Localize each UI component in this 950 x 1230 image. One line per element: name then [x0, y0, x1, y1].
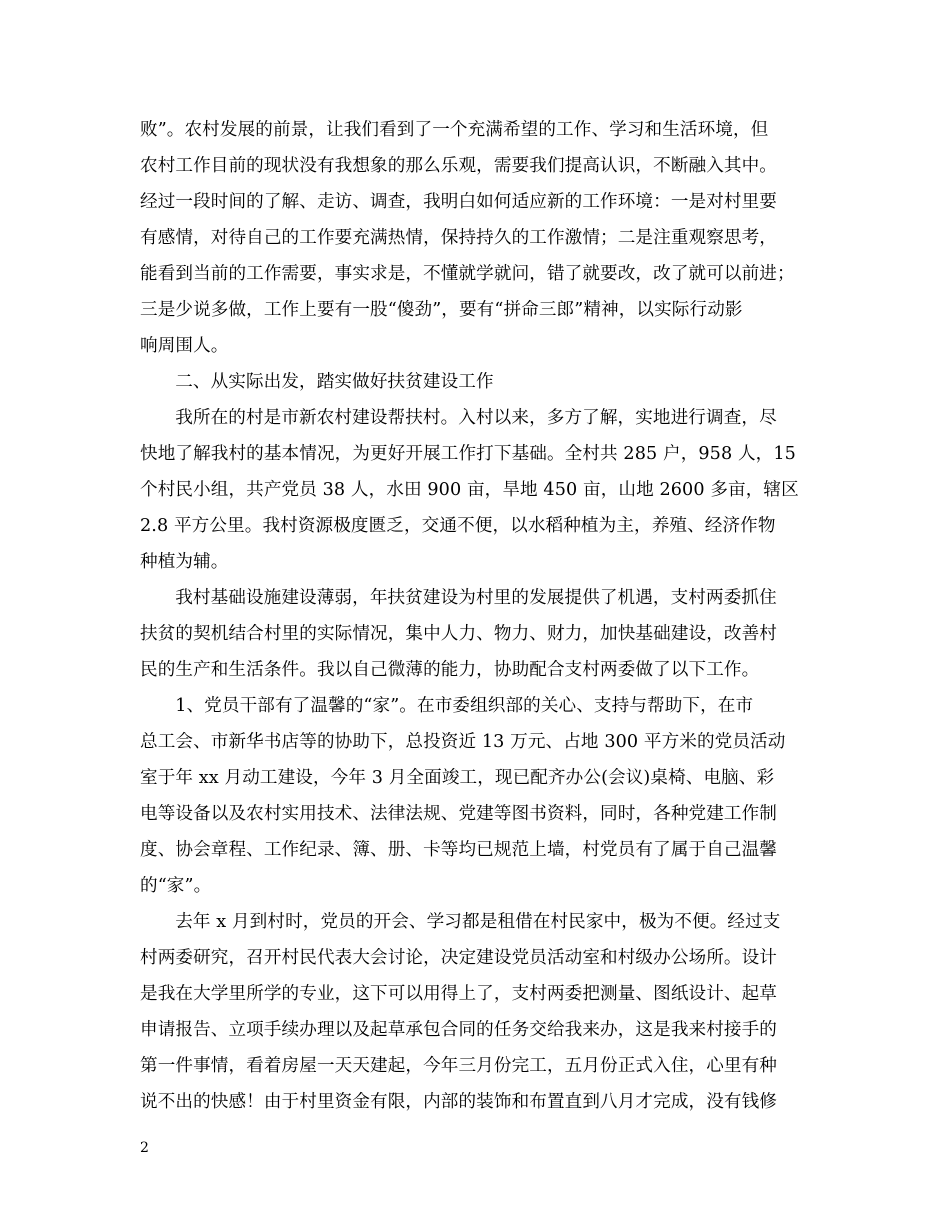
text-line: 能看到当前的工作需要，事实求是，不懂就学就问，错了就要改，改了就可以前进；	[140, 264, 795, 284]
text-line: 总工会、市新华书店等的协助下，总投资近 13 万元、占地 300 平方米的党员活动	[140, 732, 786, 752]
text-line: 三是少说多做，工作上要有一股“傻劲”，要有“拼命三郎”精神，以实际行动影	[140, 300, 743, 320]
body-text	[140, 112, 810, 1120]
text-line: 度、协会章程、工作纪录、簿、册、卡等均已规范上墙，村党员有了属于自己温馨	[140, 840, 777, 860]
text-line: 村两委研究，召开村民代表大会讨论，决定建设党员活动室和村级办公场所。设计	[140, 948, 777, 968]
text-line: 响周围人。	[140, 336, 229, 356]
page-number: 2	[140, 1140, 149, 1156]
text-line: 第一件事情，看着房屋一天天建起，今年三月份完工，五月份正式入住，心里有种	[140, 1056, 777, 1076]
text-line: 是我在大学里所学的专业，这下可以用得上了，支村两委把测量、图纸设计、起草	[140, 984, 777, 1004]
text-line: 种植为辅。	[140, 552, 229, 572]
text-line: 败”。农村发展的前景，让我们看到了一个充满希望的工作、学习和生活环境，但	[140, 120, 769, 140]
text-line: 快地了解我村的基本情况，为更好开展工作打下基础。全村共 285 户，958 人，15	[140, 444, 796, 464]
text-line: 电等设备以及农村实用技术、法律法规、党建等图书资料，同时，各种党建工作制	[140, 804, 777, 824]
text-line: 经过一段时间的了解、走访、调查，我明白如何适应新的工作环境：一是对村里要	[140, 192, 777, 212]
paragraph	[140, 364, 810, 400]
text-line: 个村民小组，共产党员 38 人，水田 900 亩，旱地 450 亩，山地 2600 多亩，辖区	[140, 480, 799, 500]
text-line: 农村工作目前的现状没有我想象的那么乐观，需要我们提高认识，不断融入其中。	[140, 156, 777, 176]
text-line: 室于年 xx 月动工建设，今年 3 月全面竣工，现已配齐办公(会议)桌椅、电脑、彩	[140, 768, 775, 788]
text-line: 扶贫的契机结合村里的实际情况，集中人力、物力、财力，加快基础建设，改善村	[140, 624, 777, 644]
paragraph	[140, 580, 810, 688]
text-line: 说不出的快感！由于村里资金有限，内部的装饰和布置直到八月才完成，没有钱修	[140, 1092, 777, 1112]
text-line: 我村基础设施建设薄弱，年扶贫建设为村里的发展提供了机遇，支村两委抓住	[175, 588, 777, 608]
text-line: 2.8 平方公里。我村资源极度匮乏，交通不便，以水稻种植为主，养殖、经济作物	[140, 516, 776, 536]
paragraph	[140, 112, 810, 364]
paragraph	[140, 904, 810, 1120]
text-line: 去年 x 月到村时，党员的开会、学习都是租借在村民家中，极为不便。经过支	[175, 912, 781, 932]
text-line: 民的生产和生活条件。我以自己微薄的能力，协助配合支村两委做了以下工作。	[140, 660, 760, 680]
paragraph	[140, 688, 810, 904]
text-line: 有感情，对待自己的工作要充满热情，保持持久的工作激情；二是注重观察思考，	[140, 228, 777, 248]
text-line: 的“家”。	[140, 876, 212, 896]
paragraph	[140, 400, 810, 580]
text-line: 1、党员干部有了温馨的“家”。在市委组织部的关心、支持与帮助下，在市	[175, 696, 754, 716]
text-line: 我所在的村是市新农村建设帮扶村。入村以来，多方了解，实地进行调查，尽	[175, 408, 777, 428]
text-line: 申请报告、立项手续办理以及起草承包合同的任务交给我来办，这是我来村接手的	[140, 1020, 777, 1040]
text-line: 二、从实际出发，踏实做好扶贫建设工作	[175, 372, 494, 392]
